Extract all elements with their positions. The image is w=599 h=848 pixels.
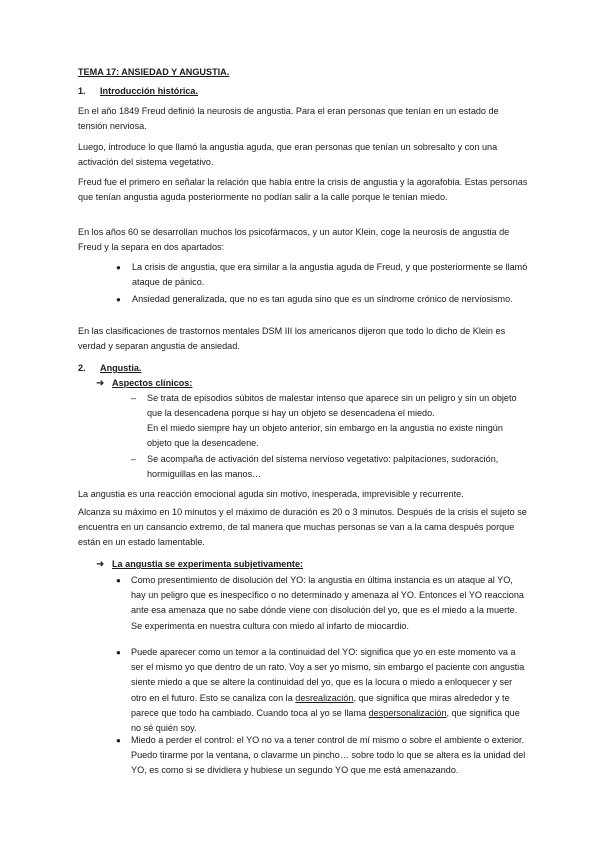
bullet-disolucion-yo: Como presentimiento de disolución del YO: la angustia en última instancia es un ataque al YO, hay un peligro que es inespecífico o no determinado y amenaza al YO. Entonces el YO reacciona ante esa amenaza que no sabe dónde viene con disolución del yo, que es el miedo a la muerte. Se experimenta en nuestra cultura con miedo al infarto de miocardio. — [131, 575, 524, 631]
document-title: TEMA 17: ANSIEDAD Y ANGUSTIA. — [78, 67, 230, 77]
dash-marker: – — [131, 454, 137, 464]
dash-marker: – — [131, 393, 137, 403]
paragraph-angustia-aguda: Luego, introduce lo que llamó la angustia aguda, que eran personas que tenían un sobresalto y con una activación del sistema vegetativo. — [78, 142, 498, 168]
section-2-number: 2. — [78, 363, 86, 373]
dash-item-miedo-objeto: En el miedo siempre hay un objeto anterior, sin embargo en la angustia no existe ningún objeto que la desencadene. — [147, 423, 503, 449]
paragraph-freud-1849: En el año 1849 Freud definió la neurosis de angustia. Para el eran personas que tenían en un estado de tensión nerviosa. — [78, 106, 499, 132]
bullet-crisis-angustia: La crisis de angustia, que era similar a la angustia aguda de Freud, y que posteriormente se llamó ataque de pánico. — [132, 262, 528, 288]
section-2-title: Angustia. — [100, 363, 142, 373]
section-2-heading — [78, 361, 528, 376]
term-desrealizacion: desrealización — [295, 692, 354, 703]
dash-item-episodios: Se trata de episodios súbitos de malestar intenso que aparece sin un peligro y sin un objeto que la desencadena porque si hay un objeto se desencadena el miedo. — [147, 393, 517, 419]
section-1-number: 1. — [78, 86, 86, 96]
bullet-perder-control: Miedo a perder el control: el YO no va a tener control de mí mismo o sobre el ambiente o exterior. Puedo tirarme por la ventana, o clavarme un pincho… sobre todo lo que se altera es la unidad del YO, es como si se dividiera y hubiese un segundo YO que me está amenazando. — [131, 735, 526, 776]
paragraph-dsm-iii: En las clasificaciones de trastornos mentales DSM III los americanos dijeron que todo lo dicho de Klein es verdad y separan angustia de ansiedad. — [78, 326, 506, 352]
paragraph-reaccion-emocional: La angustia es una reacción emocional aguda sin motivo, inesperada, imprevisible y recurrente. — [78, 489, 464, 499]
term-despersonalizacion: despersonalización — [368, 707, 447, 718]
continuidad-text-c: , que significa que no sé quién soy. — [131, 707, 520, 734]
arrow-icon: ➜ — [96, 378, 105, 389]
subheading-aspectos-clinicos: Aspectos clínicos: — [112, 378, 193, 388]
bullet-ansiedad-generalizada: Ansiedad generalizada, que no es tan aguda sino que es un síndrome crónico de nerviosismo. — [132, 294, 513, 304]
bullet-dot: ● — [116, 263, 121, 272]
bullet-dot: ● — [116, 295, 121, 304]
section-1-heading — [78, 84, 528, 99]
bullet-dot: ● — [116, 736, 121, 745]
bullet-continuidad-yo — [131, 645, 529, 736]
subheading-experiencia-subjetiva: La angustia se experimenta subjetivamente: — [112, 559, 304, 569]
paragraph-agorafobia: Freud fue el primero en señalar la relación que había entre la crisis de angustia y la agorafobia. Estas personas que tenían angustia aguda posteriormente no podían salir a la calle porque le tenían miedo. — [78, 177, 528, 203]
continuidad-text-b: , que significa que miras alrededor y te parece que todo ha cambiado. Cuando toca al yo se llama — [131, 692, 510, 718]
continuidad-text-a: Puede aparecer como un temor a la continuidad del YO: significa que yo en este momento va a ser el mismo yo que dentro de un rato. Voy a ser yo mismo, sin embargo el paciente con angustia siente miedo a que se altere la continuidad del yo, que es la locura o miedo a enloquecer y ser otro en el futuro. Esto se canaliza con la — [131, 647, 525, 703]
paragraph-klein: En los años 60 se desarrollan muchos los psicofármacos, y un autor Klein, coge la neurosis de angustia de Freud y la separa en dos apartados: — [78, 227, 510, 253]
dash-item-activacion: Se acompaña de activación del sistema nervioso vegetativo: palpitaciones, sudoración, hormiguillas en las manos… — [147, 454, 499, 480]
paragraph-duracion: Alcanza su máximo en 10 minutos y el máximo de duración es 20 o 3 minutos. Después de la crisis el sujeto se encuentra en un cansancio extremo, de tal manera que muchas personas se van a la cama después porque están en un estado lamentable. — [78, 507, 527, 548]
bullet-dot: ● — [116, 648, 121, 657]
arrow-icon: ➜ — [96, 559, 105, 570]
section-1-title: Introducción histórica. — [100, 86, 199, 96]
bullet-dot: ● — [116, 576, 121, 585]
